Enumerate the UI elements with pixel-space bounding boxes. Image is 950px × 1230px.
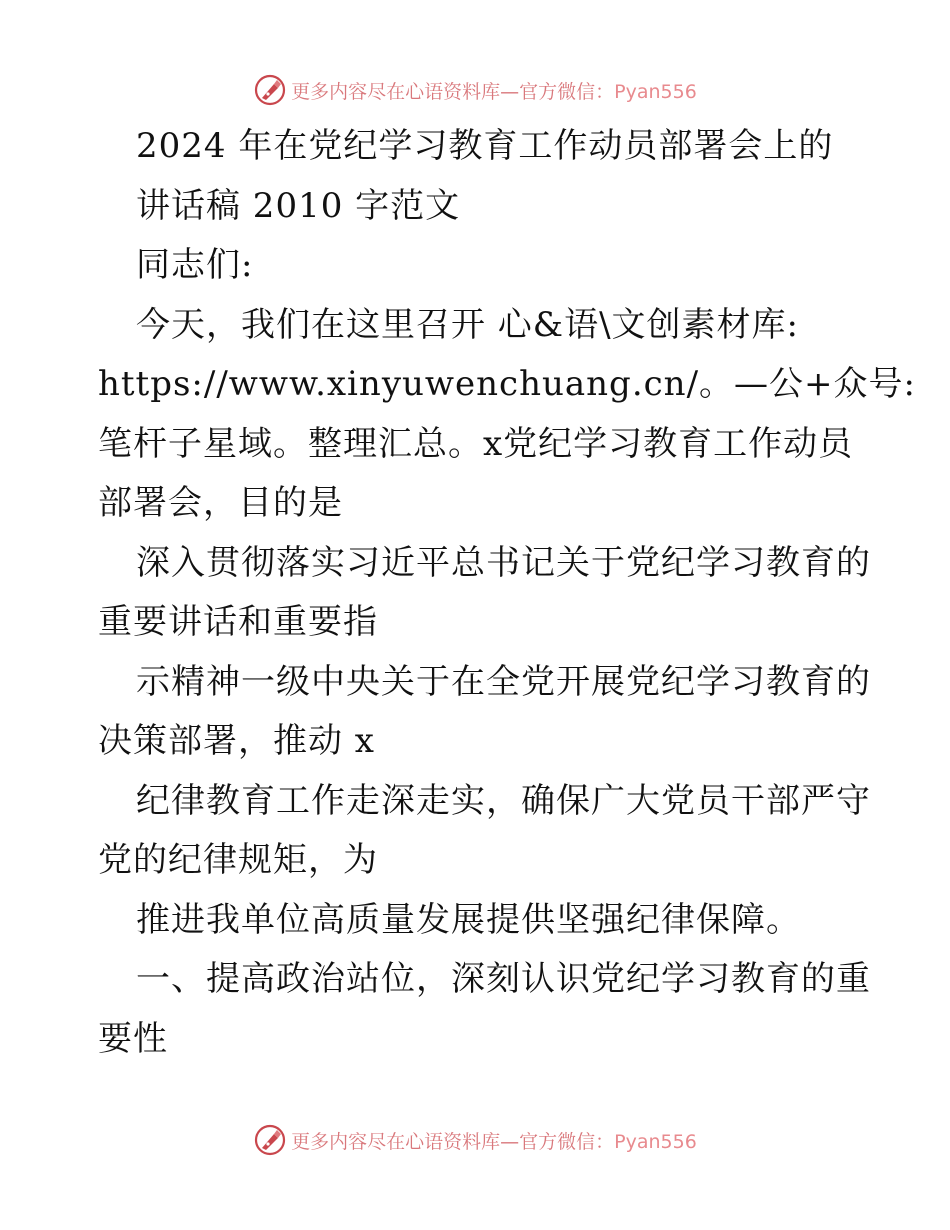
paragraph-line: 重要讲话和重要指 (98, 602, 378, 642)
paragraph-line: 今天，我们在这里召开 心&语\文创素材库: (136, 304, 799, 345)
salutation: 同志们: (136, 245, 254, 285)
paragraph-line: 示精神一级中央关于在全党开展党纪学习教育的 (136, 661, 871, 702)
banner-text-cn: 更多内容尽在心语资料库—官方微信： (291, 1130, 615, 1153)
paragraph-line: 决策部署，推动 x (98, 721, 375, 761)
paragraph-line: https://www.xinyuwenchuang.cn/。—公+众号: (98, 364, 916, 404)
document-body (98, 117, 916, 1069)
banner-wechat-id: Pyan556 (614, 80, 697, 103)
paragraph-line: 纪律教育工作走深走实，确保广大党员干部严守 (136, 780, 871, 821)
title-line-2: 讲话稿 2010 字范文 (136, 185, 461, 226)
footer-watermark-banner (0, 1120, 950, 1160)
banner-wechat-id: Pyan556 (614, 1130, 697, 1153)
banner-text (291, 77, 697, 104)
section-heading-line: 一、提高政治站位，深刻认识党纪学习教育的重 (136, 959, 871, 999)
title-line-1: 2024 年在党纪学习教育工作动员部署会上的 (136, 126, 834, 166)
banner-text-cn: 更多内容尽在心语资料库—官方微信： (291, 80, 615, 103)
header-watermark-banner (0, 70, 950, 110)
section-heading-line: 要性 (98, 1018, 168, 1059)
paragraph-line: 深入贯彻落实习近平总书记关于党纪学习教育的 (136, 542, 871, 583)
paragraph-line: 党的纪律规矩，为 (98, 840, 378, 880)
paragraph-line: 笔杆子星域。整理汇总。x党纪学习教育工作动员 (98, 423, 854, 464)
paragraph-line: 推进我单位高质量发展提供坚强纪律保障。 (136, 899, 801, 940)
pen-nib-logo-icon (253, 73, 287, 107)
banner-text (291, 1127, 697, 1154)
paragraph-line: 部署会，目的是 (98, 483, 343, 523)
pen-nib-logo-icon (253, 1123, 287, 1157)
